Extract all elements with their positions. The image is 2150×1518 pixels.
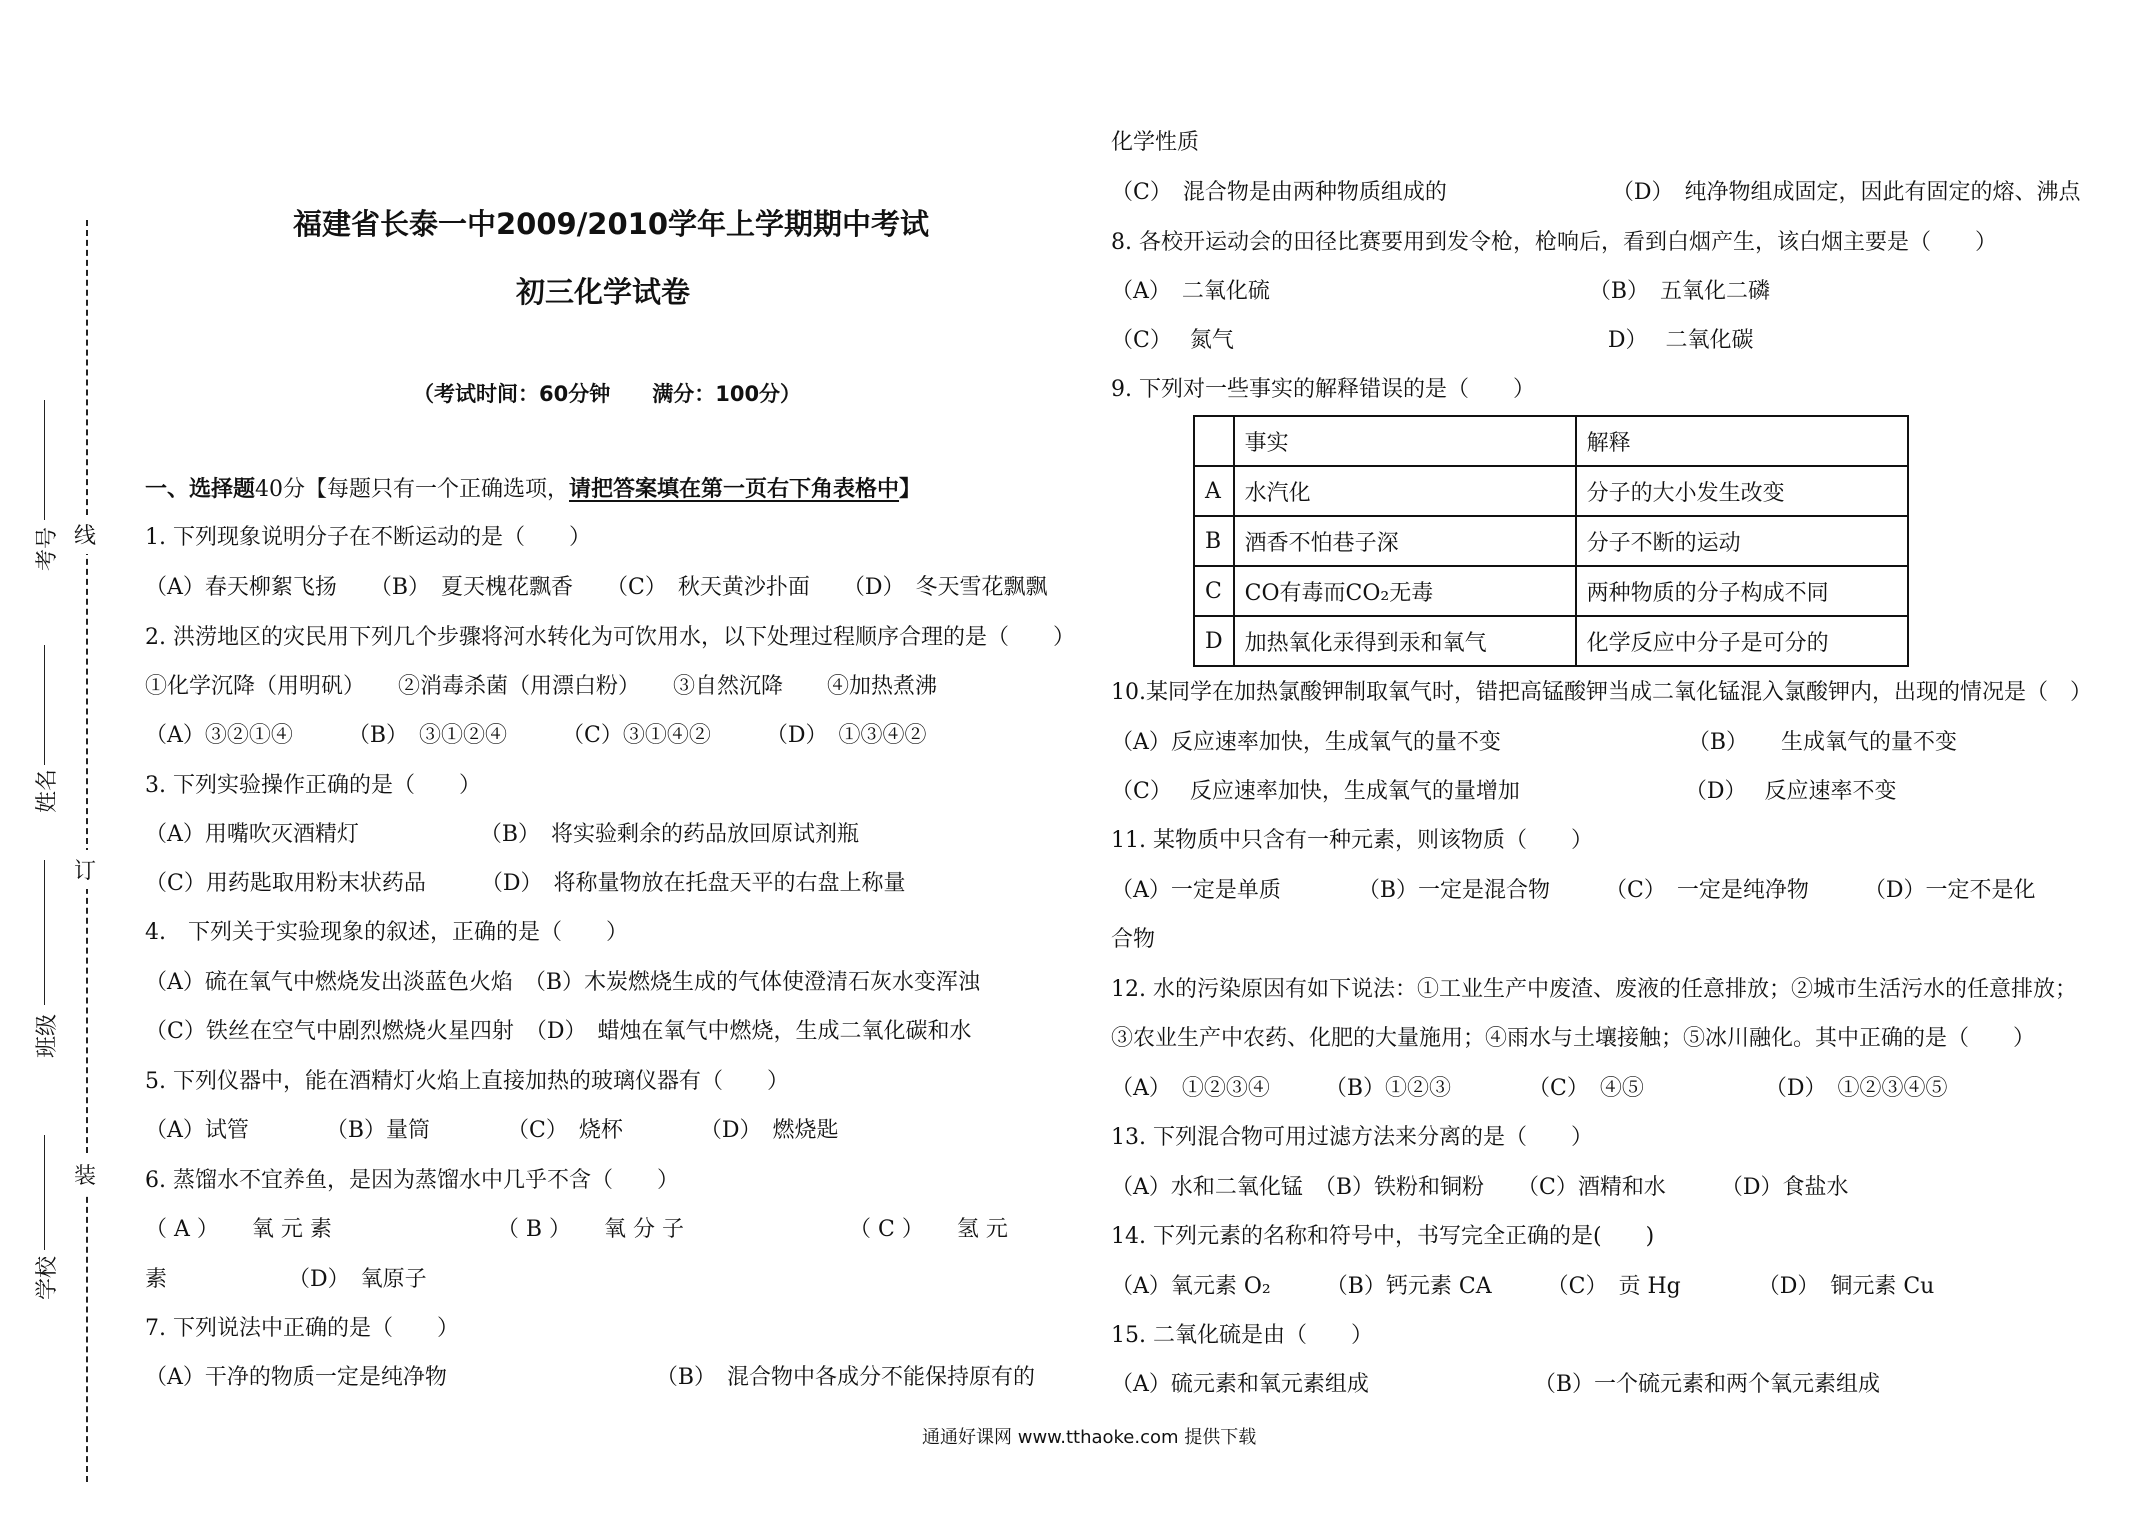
question-line: （C） 反应速率加快，生成氧气的量增加 （D） 反应速率不变 (1111, 779, 1897, 804)
question-line: （A） ①②③④ （B）①②③ （C） ④⑤ （D） ①②③④⑤ (1111, 1076, 1948, 1101)
question-line: （A）反应速率加快，生成氧气的量不变 （B） 生成氧气的量不变 (1111, 730, 1958, 755)
blank-school (44, 1135, 45, 1250)
footer-credit: 通通好课网 www.tthaoke.com 提供下载 (922, 1427, 1257, 1448)
table-row (1194, 466, 1908, 516)
blank-class (44, 860, 45, 1005)
question-line: 11. 某物质中只含有一种元素，则该物质（ ） (1111, 828, 1593, 853)
exam-info: （考试时间：60分钟 满分：100分） (413, 382, 802, 406)
label-school: 学校 (35, 1255, 60, 1300)
question-line: （C）铁丝在空气中剧烈燃烧火星四射 （D） 蜡烛在氧气中燃烧，生成二氧化碳和水 (145, 1019, 972, 1044)
bind-mark-bind: 装 (74, 1155, 96, 1194)
question-line: 12. 水的污染原因有如下说法：①工业生产中废渣、废液的任意排放；②城市生活污水的任意排放； (1111, 977, 2077, 1002)
table-row (1194, 516, 1908, 566)
section-heading (145, 479, 921, 501)
label-name: 姓名 (35, 768, 60, 813)
question-line: 7. 下列说法中正确的是（ ） (145, 1316, 459, 1341)
question-line: （A） 二氧化硫 （B） 五氧化二磷 (1111, 279, 1771, 304)
question-line: （A）硫元素和氧元素组成 （B）一个硫元素和两个氧元素组成 (1111, 1372, 1881, 1397)
facts-table (1193, 415, 1909, 667)
question-line: （A）春天柳絮飞扬 （B） 夏天槐花飘香 （C） 秋天黄沙扑面 （D） 冬天雪花飘飘 (145, 575, 1048, 600)
exam-title: 福建省长泰一中2009/2010学年上学期期中考试 (293, 207, 930, 241)
question-line: 2. 洪涝地区的灾民用下列几个步骤将河水转化为可饮用水，以下处理过程顺序合理的是（ ） (145, 625, 1075, 650)
question-line: 8. 各校开运动会的田径比赛要用到发令枪，枪响后，看到白烟产生，该白烟主要是（ ） (1111, 230, 1997, 255)
table-cell: 化学反应中分子是可分的 (1576, 616, 1908, 666)
table-cell (1194, 416, 1234, 466)
table-cell: 水汽化 (1234, 466, 1576, 516)
question-line: （A）水和二氧化锰 （B）铁粉和铜粉 （C）酒精和水 （D）食盐水 (1111, 1175, 1849, 1200)
question-line: 合物 (1111, 927, 1156, 952)
question-line: ①化学沉降（用明矾） ②消毒杀菌（用漂白粉） ③自然沉降 ④加热煮沸 (145, 674, 938, 699)
section-label: 一、选择题 (145, 477, 256, 502)
question-line: （A）干净的物质一定是纯净物 （B） 混合物中各成分不能保持原有的 (145, 1365, 1036, 1390)
bind-mark-staple: 订 (74, 850, 96, 889)
question-line: ③农业生产中农药、化肥的大量施用；④雨水与土壤接触；⑤冰川融化。其中正确的是（ ） (1111, 1026, 2036, 1051)
table-cell: D (1194, 616, 1234, 666)
question-line: 3. 下列实验操作正确的是（ ） (145, 773, 481, 798)
question-line: 9. 下列对一些事实的解释错误的是（ ） (1111, 377, 1535, 402)
section-close: 】 (899, 477, 922, 502)
question-line: （A）硫在氧气中燃烧发出淡蓝色火焰 （B）木炭燃烧生成的气体使澄清石灰水变浑浊 (145, 970, 981, 995)
question-line: （C） 混合物是由两种物质组成的 （D） 纯净物组成固定，因此有固定的熔、沸点 (1111, 180, 2081, 205)
table-cell: A (1194, 466, 1234, 516)
table-cell: 解释 (1576, 416, 1908, 466)
table-cell: 加热氧化汞得到汞和氧气 (1234, 616, 1576, 666)
table-cell: B (1194, 516, 1234, 566)
question-line: （C）用药匙取用粉末状药品 （D） 将称量物放在托盘天平的右盘上称量 (145, 871, 906, 896)
question-line: 素 （D） 氧原子 (145, 1267, 427, 1292)
question-line: （ A ） 氧 元 素 （ B ） 氧 分 子 （ C ） 氢 元 (145, 1217, 1008, 1242)
exam-subtitle: 初三化学试卷 (516, 275, 691, 309)
question-line: 1. 下列现象说明分子在不断运动的是（ ） (145, 525, 591, 550)
table-header-row (1194, 416, 1908, 466)
question-line: （A）氧元素 O₂ （B）钙元素 CA （C） 贡 Hg （D） 铜元素 Cu (1111, 1274, 1935, 1299)
question-line: 化学性质 (1111, 130, 1200, 155)
question-line: 4. 下列关于实验现象的叙述，正确的是（ ） (145, 920, 628, 945)
section-points: 40分【每题只有一个正确选项， (255, 477, 570, 502)
section-instruction: 请把答案填在第一页右下角表格中 (569, 477, 900, 502)
question-line: 6. 蒸馏水不宜养鱼，是因为蒸馏水中几乎不含（ ） (145, 1168, 679, 1193)
table-cell: 酒香不怕巷子深 (1234, 516, 1576, 566)
question-line: 10.某同学在加热氯酸钾制取氧气时，错把高锰酸钾当成二氧化锰混入氯酸钾内，出现的情况是（ ） (1111, 680, 2092, 705)
question-line: 14. 下列元素的名称和符号中，书写完全正确的是( ) (1111, 1224, 1655, 1249)
table-cell: C (1194, 566, 1234, 616)
blank-name (44, 645, 45, 765)
question-line: （A）一定是单质 （B）一定是混合物 （C） 一定是纯净物 （D）一定不是化 (1111, 878, 2036, 903)
table-row (1194, 566, 1908, 616)
bind-mark-line: 线 (74, 515, 96, 554)
table-cell: 分子不断的运动 (1576, 516, 1908, 566)
table-cell: 事实 (1234, 416, 1576, 466)
table-cell: 两种物质的分子构成不同 (1576, 566, 1908, 616)
question-line: （A）③②①④ （B） ③①②④ （C）③①④② （D） ①③④② (145, 723, 927, 748)
label-class: 班级 (35, 1013, 60, 1058)
table-cell: CO有毒而CO₂无毒 (1234, 566, 1576, 616)
question-line: （A）试管 （B）量筒 （C） 烧杯 （D） 燃烧匙 (145, 1118, 839, 1143)
table-cell: 分子的大小发生改变 (1576, 466, 1908, 516)
question-line: 13. 下列混合物可用过滤方法来分离的是（ ） (1111, 1125, 1593, 1150)
label-exam-number: 考号 (35, 526, 60, 571)
question-line: （A）用嘴吹灭酒精灯 （B） 将实验剩余的药品放回原试剂瓶 (145, 822, 860, 847)
table-row (1194, 616, 1908, 666)
question-line: 5. 下列仪器中，能在酒精灯火焰上直接加热的玻璃仪器有（ ） (145, 1069, 789, 1094)
question-line: （C） 氮气 D） 二氧化碳 (1111, 328, 1754, 353)
question-line: 15. 二氧化硫是由（ ） (1111, 1323, 1373, 1348)
blank-exam-number (44, 400, 45, 520)
